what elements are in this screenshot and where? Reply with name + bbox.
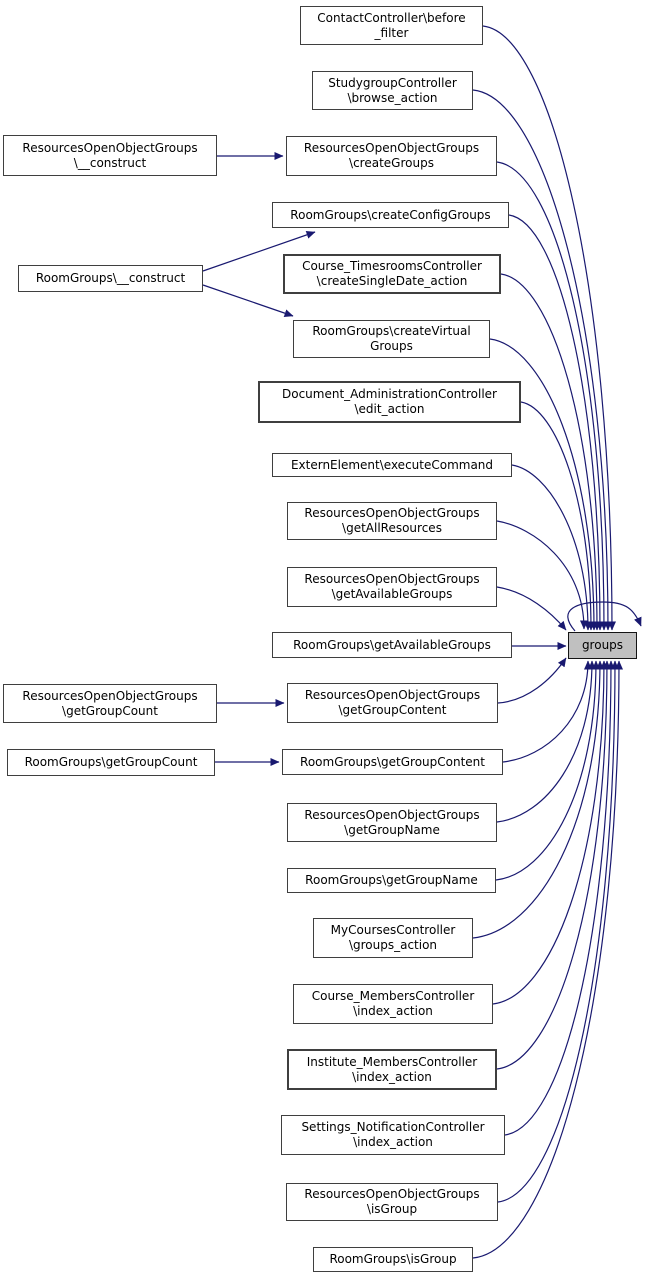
- edge-roog-getavailablegroups-to-groups: [497, 587, 566, 630]
- node-course-members-index[interactable]: [293, 984, 493, 1024]
- node-label-line: ResourcesOpenObjectGroups: [304, 807, 480, 822]
- node-label-line: Course_MembersController: [311, 989, 475, 1003]
- node-label-line: \index_action: [352, 1069, 432, 1084]
- node-studygroup-browse-action[interactable]: [312, 71, 473, 110]
- node-rg-construct[interactable]: [18, 265, 203, 292]
- node-label-line: Course_TimesroomsController: [302, 259, 482, 273]
- node-groups[interactable]: [568, 632, 637, 659]
- node-mycourses-groups-action[interactable]: [313, 918, 473, 958]
- node-label-line: ResourcesOpenObjectGroups: [303, 141, 480, 155]
- edge-rg-getgroupcontent-to-groups: [503, 661, 588, 762]
- edge-rg-createconfiggroups-to-groups: [509, 215, 600, 630]
- node-label-line: Groups: [370, 339, 413, 353]
- node-label-line: \createGroups: [349, 156, 434, 170]
- edge-roog-isgroup-to-groups: [498, 661, 615, 1202]
- node-label-line: \__construct: [73, 155, 147, 170]
- node-document-administration-edit[interactable]: [258, 381, 521, 423]
- node-label-line: \edit_action: [354, 402, 425, 416]
- node-rg-isgroup[interactable]: [313, 1247, 473, 1272]
- node-label-line: ResourcesOpenObjectGroups: [22, 688, 198, 703]
- node-rg-createvirtualgroups[interactable]: [293, 320, 490, 358]
- node-label-line: ResourcesOpenObjectGroups: [304, 1187, 480, 1201]
- node-label-line: \getAllResources: [342, 521, 442, 535]
- node-roog-creategroups[interactable]: [286, 136, 497, 176]
- node-label-line: ExternElement\executeCommand: [290, 457, 494, 472]
- edge-roog-getallresources-to-groups: [497, 521, 584, 629]
- edge-settings-notification-index-to-groups: [505, 661, 611, 1135]
- node-label-line: RoomGroups\createConfigGroups: [290, 207, 491, 222]
- node-label-line: \index_action: [353, 1135, 433, 1149]
- node-label-line: RoomGroups\getGroupContent: [300, 754, 485, 769]
- edge-roog-getgroupcontent-to-groups: [498, 658, 566, 703]
- edge-institute-members-index-to-groups: [497, 661, 607, 1069]
- node-label-line: \getGroupContent: [338, 703, 447, 717]
- node-roog-getallresources[interactable]: [287, 502, 497, 540]
- node-label-line: ContactController\before: [317, 10, 466, 25]
- node-label-line: \browse_action: [347, 90, 438, 105]
- node-rg-getgroupcount[interactable]: [7, 749, 215, 776]
- node-label-line: \getGroupCount: [62, 703, 158, 718]
- node-label-line: \createSingleDate_action: [316, 274, 468, 288]
- node-label-line: _filter: [374, 25, 409, 40]
- node-label-line: Institute_MembersController: [306, 1054, 478, 1069]
- node-roog-getavailablegroups[interactable]: [287, 567, 497, 607]
- node-label-line: \getAvailableGroups: [331, 587, 453, 601]
- node-roog-isgroup[interactable]: [286, 1183, 498, 1221]
- node-externelement-executecommand[interactable]: [272, 453, 512, 477]
- node-rg-getgroupname[interactable]: [287, 868, 496, 893]
- node-label-line: ResourcesOpenObjectGroups: [304, 688, 481, 702]
- node-label-line: MyCoursesController: [330, 923, 456, 937]
- edge-rg-construct-to-rg-createvirtualgroups: [203, 285, 293, 316]
- node-roog-getgroupname[interactable]: [287, 803, 497, 842]
- node-rg-getavailablegroups[interactable]: [272, 632, 512, 658]
- node-rg-getgroupcontent[interactable]: [282, 749, 503, 775]
- edge-externelement-executecommand-to-groups: [512, 465, 588, 630]
- edge-course-timesrooms-createsingledate-to-groups: [501, 274, 597, 630]
- node-label-line: Document_AdministrationController: [281, 387, 497, 401]
- node-label-line: ResourcesOpenObjectGroups: [304, 506, 480, 520]
- node-roog-getgroupcontent[interactable]: [287, 683, 498, 723]
- node-label-line: RoomGroups\isGroup: [329, 1252, 457, 1266]
- node-label-line: ResourcesOpenObjectGroups: [22, 140, 198, 155]
- node-label-line: \groups_action: [348, 938, 438, 952]
- node-label-line: RoomGroups\getAvailableGroups: [293, 637, 491, 652]
- node-roog-getgroupcount[interactable]: [3, 684, 217, 723]
- node-label-line: RoomGroups\createVirtual: [312, 324, 471, 338]
- edge-roog-getgroupname-to-groups: [497, 661, 592, 822]
- node-settings-notification-index[interactable]: [281, 1115, 505, 1155]
- node-label-line: RoomGroups\__construct: [35, 271, 186, 285]
- node-label-line: \getGroupName: [344, 822, 440, 837]
- node-institute-members-index[interactable]: [287, 1049, 497, 1090]
- node-label-line: StudygroupController: [328, 75, 457, 90]
- node-label-line: \index_action: [353, 1004, 433, 1018]
- node-rg-createconfiggroups[interactable]: [272, 202, 509, 228]
- node-label-line: groups: [581, 638, 624, 652]
- node-label-line: Settings_NotificationController: [301, 1120, 485, 1134]
- node-roog-construct[interactable]: [3, 135, 217, 176]
- node-label-line: ResourcesOpenObjectGroups: [304, 572, 480, 586]
- edge-rg-getgroupname-to-groups: [496, 661, 596, 880]
- node-label-line: RoomGroups\getGroupCount: [24, 755, 198, 769]
- node-label-line: \isGroup: [366, 1202, 418, 1216]
- node-course-timesrooms-createsingledate[interactable]: [283, 254, 501, 294]
- edge-contact-before-filter-to-groups: [483, 26, 612, 630]
- node-label-line: RoomGroups\getGroupName: [305, 873, 478, 887]
- node-contact-before-filter[interactable]: [300, 6, 483, 45]
